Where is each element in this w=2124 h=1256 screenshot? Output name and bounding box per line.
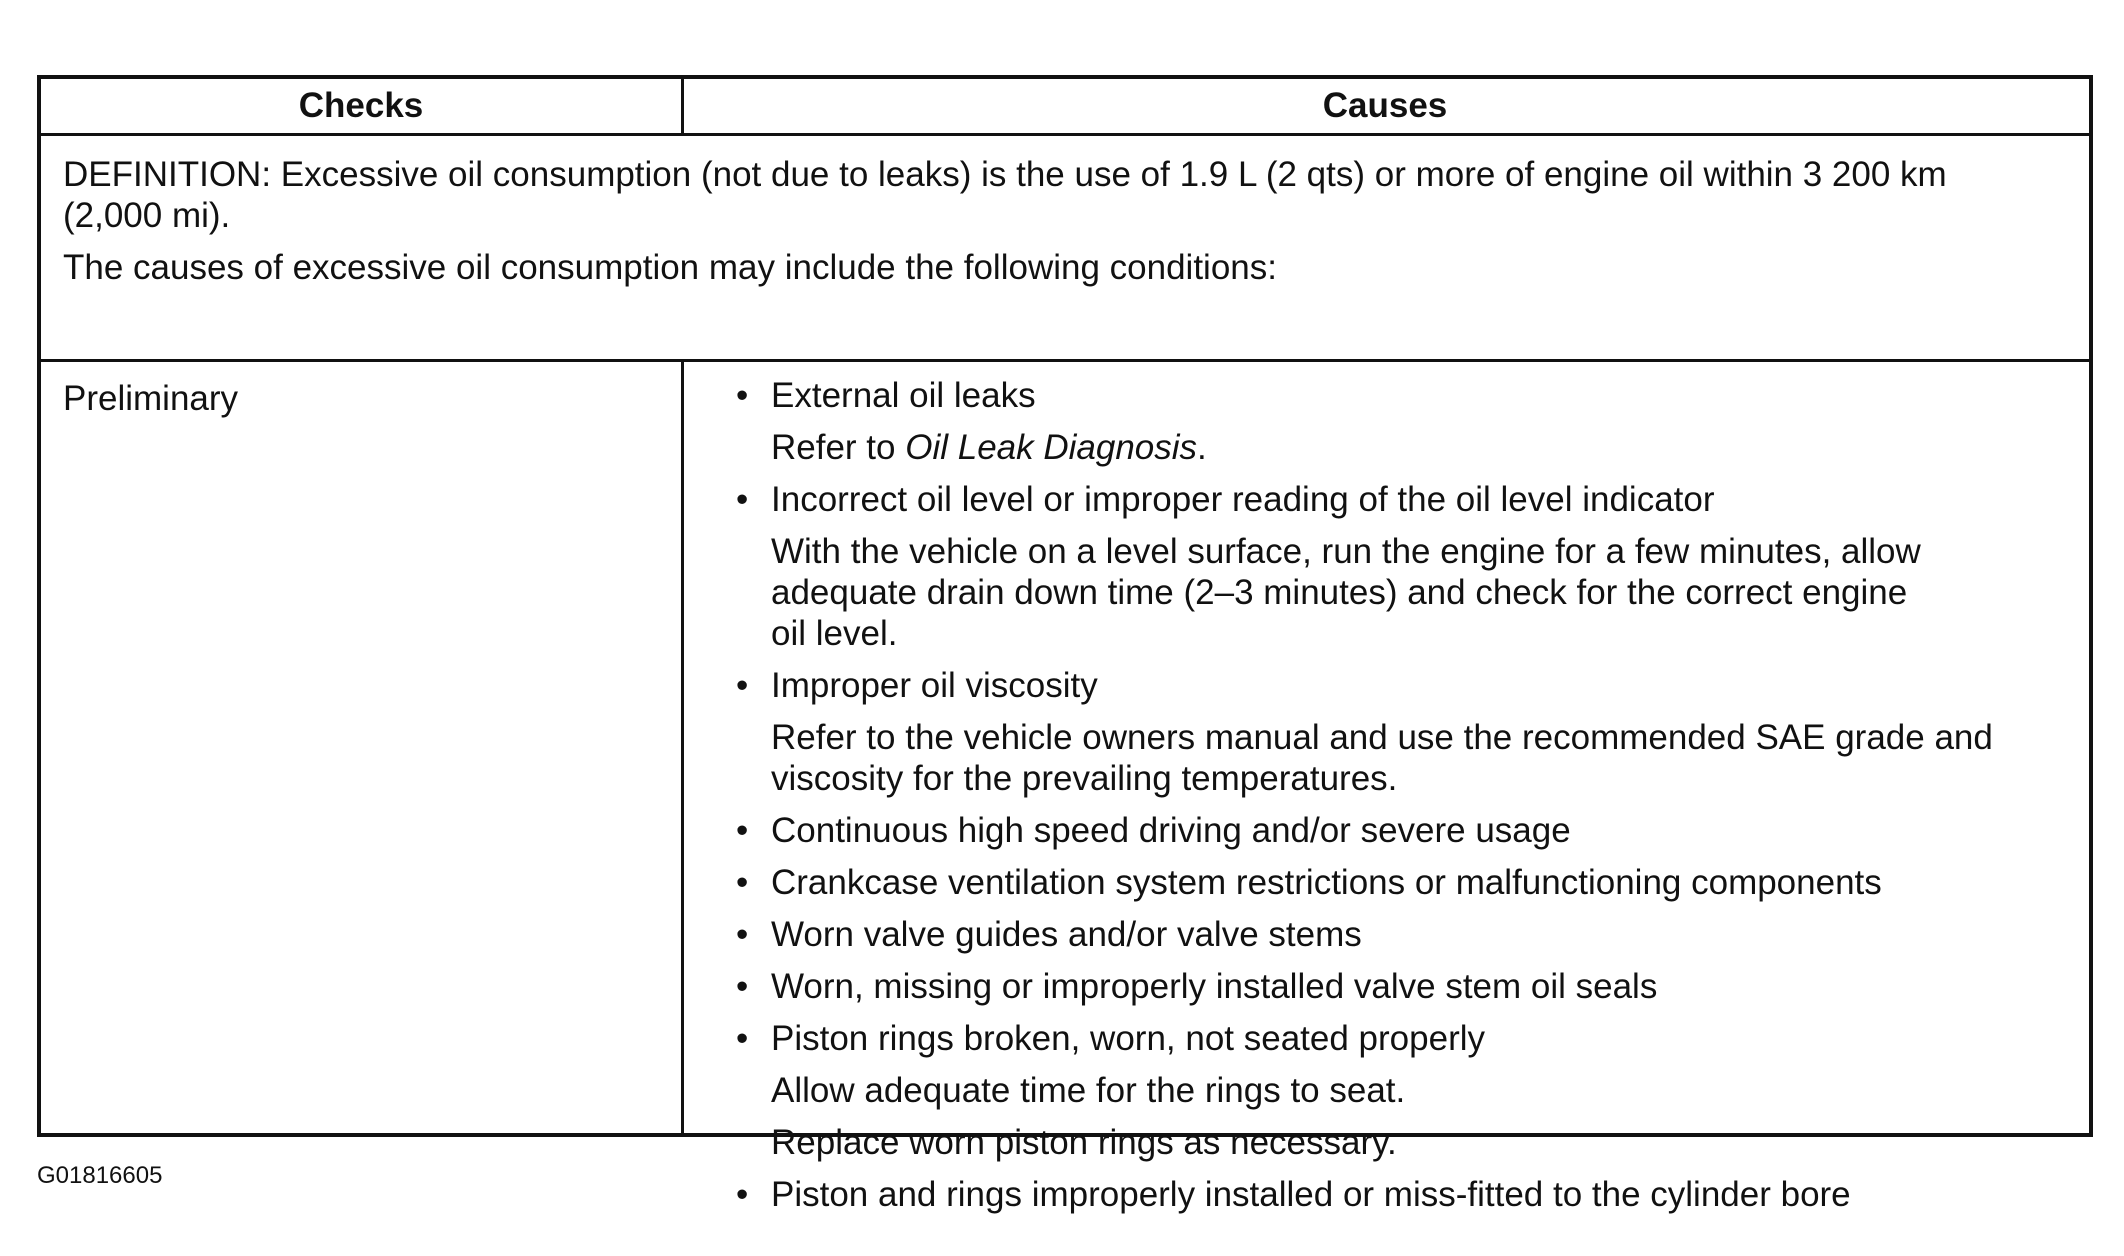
bullet-icon: • bbox=[736, 1019, 749, 1058]
bullet-icon: • bbox=[736, 967, 749, 1006]
list-item bbox=[733, 1018, 2059, 1059]
definition-intro: The causes of excessive oil consumption may include the following conditions: bbox=[63, 248, 1277, 287]
bullet-icon: • bbox=[736, 666, 749, 705]
cause-text: Piston rings broken, worn, not seated properly bbox=[771, 1019, 1485, 1058]
list-item bbox=[733, 665, 2059, 706]
check-preliminary: Preliminary bbox=[63, 379, 239, 418]
bullet-icon: • bbox=[736, 480, 749, 519]
cause-note: With the vehicle on a level surface, run the engine for a few minutes, allow adequate drain down time (2–3 minutes) and check for the correct engine oil level. bbox=[771, 532, 1921, 653]
column-divider-header bbox=[681, 79, 684, 136]
note-prefix: Refer to bbox=[771, 428, 906, 467]
bullet-icon: • bbox=[736, 1175, 749, 1214]
list-item bbox=[733, 375, 2059, 416]
cause-text: Worn valve guides and/or valve stems bbox=[771, 915, 1362, 954]
figure-code: G01816605 bbox=[37, 1162, 163, 1189]
note-suffix: . bbox=[1197, 428, 1207, 467]
cause-note: Refer to the vehicle owners manual and use the recommended SAE grade and viscosity for the prevailing temperatures. bbox=[771, 718, 1993, 798]
bullet-icon: • bbox=[736, 376, 749, 415]
bullet-icon: • bbox=[736, 863, 749, 902]
list-item bbox=[733, 966, 2059, 1007]
definition-row bbox=[41, 136, 2089, 362]
bullet-icon: • bbox=[736, 915, 749, 954]
causes-list bbox=[733, 375, 2059, 1226]
cause-text: External oil leaks bbox=[771, 376, 1036, 415]
cause-note bbox=[733, 427, 2059, 468]
table-header-row bbox=[41, 79, 2089, 136]
cause-text: Improper oil viscosity bbox=[771, 666, 1098, 705]
oil-leak-diagnosis-reference: Oil Leak Diagnosis bbox=[905, 428, 1198, 467]
cause-text: Continuous high speed driving and/or severe usage bbox=[771, 811, 1571, 850]
list-item bbox=[733, 479, 2059, 520]
definition-text: DEFINITION: Excessive oil consumption (not due to leaks) is the use of 1.9 L (2 qts) or more of engine oil within 3 200 km (2,000 mi). bbox=[63, 155, 1947, 235]
cause-text: Worn, missing or improperly installed valve stem oil seals bbox=[771, 967, 1658, 1006]
cause-note: Allow adequate time for the rings to seat. bbox=[771, 1071, 1406, 1110]
cause-note: Replace worn piston rings as necessary. bbox=[771, 1123, 1397, 1162]
cause-text: Piston and rings improperly installed or miss-fitted to the cylinder bore bbox=[771, 1175, 1851, 1214]
list-item bbox=[733, 862, 2059, 903]
header-checks: Checks bbox=[298, 86, 424, 125]
list-item bbox=[733, 914, 2059, 955]
cause-text: Crankcase ventilation system restrictions or malfunctioning components bbox=[771, 863, 1882, 902]
cause-text: Incorrect oil level or improper reading of the oil level indicator bbox=[771, 480, 1715, 519]
list-item bbox=[733, 810, 2059, 851]
list-item bbox=[733, 1174, 2059, 1215]
bullet-icon: • bbox=[736, 811, 749, 850]
header-causes: Causes bbox=[1322, 86, 1448, 125]
